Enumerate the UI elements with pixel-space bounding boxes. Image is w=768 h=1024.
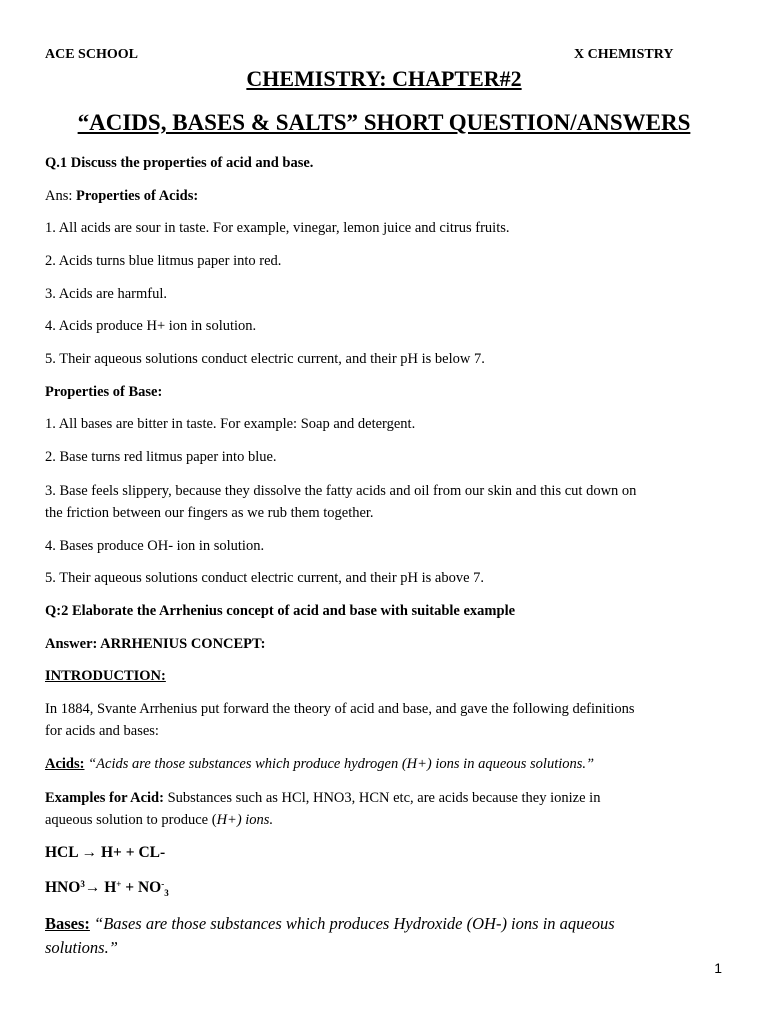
acids-definition (45, 756, 594, 773)
question-2: Q:2 Elaborate the Arrhenius concept of acid and base with suitable example (45, 603, 516, 619)
intro-line-1: In 1884, Svante Arrhenius put forward the theory of acid and base, and gave the following definitions (45, 701, 635, 717)
base-property-4: 4. Bases produce OH- ion in solution. (45, 538, 265, 554)
acid-examples-line-2 (45, 812, 273, 829)
bases-definition-line-1 (45, 914, 615, 934)
eq2-c: + NO (121, 879, 162, 896)
eq2-b: → H (84, 879, 117, 896)
acid-property-3: 3. Acids are harmful. (45, 286, 168, 302)
eq2-a-sup: 3 (80, 879, 85, 889)
equation-hcl: HCL → H+ + CL- (45, 844, 166, 861)
base-property-1: 1. All bases are bitter in taste. For example: Soap and detergent. (45, 416, 416, 432)
eq2-c-sub: 3 (164, 888, 169, 899)
examples-line2-prefix: aqueous solution to produce ( (45, 812, 217, 828)
eq2-b-sup: + (116, 879, 122, 889)
examples-label: Examples for Acid: (45, 790, 164, 806)
acid-property-2: 2. Acids turns blue litmus paper into red. (45, 253, 282, 269)
acids-label: Acids: (45, 756, 85, 772)
examples-line2-italic: H+) ions. (216, 812, 274, 828)
class-name: X CHEMISTRY (574, 47, 674, 62)
answer-2-heading: Answer: ARRHENIUS CONCEPT: (45, 636, 266, 652)
acids-definition-text: “Acids are those substances which produce hydrogen (H+) ions in aqueous solutions.” (88, 756, 595, 772)
acid-property-4: 4. Acids produce H+ ion in solution. (45, 318, 257, 334)
page-subtitle: “ACIDS, BASES & SALTS” SHORT QUESTION/ANSWERS (77, 110, 691, 135)
examples-text: Substances such as HCl, HNO3, HCN etc, are acids because they ionize in (163, 790, 601, 806)
base-property-3a: 3. Base feels slippery, because they dissolve the fatty acids and oil from our skin and this cut down on (45, 483, 637, 499)
page-number: 1 (714, 960, 722, 976)
school-name: ACE SCHOOL (45, 47, 138, 62)
acid-property-5: 5. Their aqueous solutions conduct electric current, and their pH is below 7. (45, 351, 485, 367)
acids-properties-heading: Properties of Acids: (76, 188, 199, 204)
base-property-2: 2. Base turns red litmus paper into blue. (45, 449, 277, 465)
ans-prefix: Ans: (45, 188, 77, 204)
bases-definition-line-2: solutions.” (45, 938, 118, 957)
bases-definition-text: “Bases are those substances which produces Hydroxide (OH-) ions in aqueous (94, 914, 615, 933)
eq2-a: HNO (45, 879, 81, 896)
intro-line-2: for acids and bases: (45, 723, 159, 739)
page-title: CHEMISTRY: CHAPTER#2 (246, 66, 522, 91)
equation-hno3 (45, 879, 169, 897)
answer-1-heading (45, 188, 198, 205)
base-properties-heading: Properties of Base: (45, 384, 163, 400)
introduction-heading: INTRODUCTION: (45, 668, 166, 684)
base-property-5: 5. Their aqueous solutions conduct electric current, and their pH is above 7. (45, 570, 485, 586)
bases-label: Bases: (45, 914, 90, 933)
acid-examples-line-1 (45, 790, 600, 807)
base-property-3b: the friction between our fingers as we rub them together. (45, 505, 374, 521)
question-1: Q.1 Discuss the properties of acid and base. (45, 155, 314, 171)
eq2-c-sup: - (161, 879, 165, 889)
acid-property-1: 1. All acids are sour in taste. For example, vinegar, lemon juice and citrus fruits. (45, 220, 510, 236)
